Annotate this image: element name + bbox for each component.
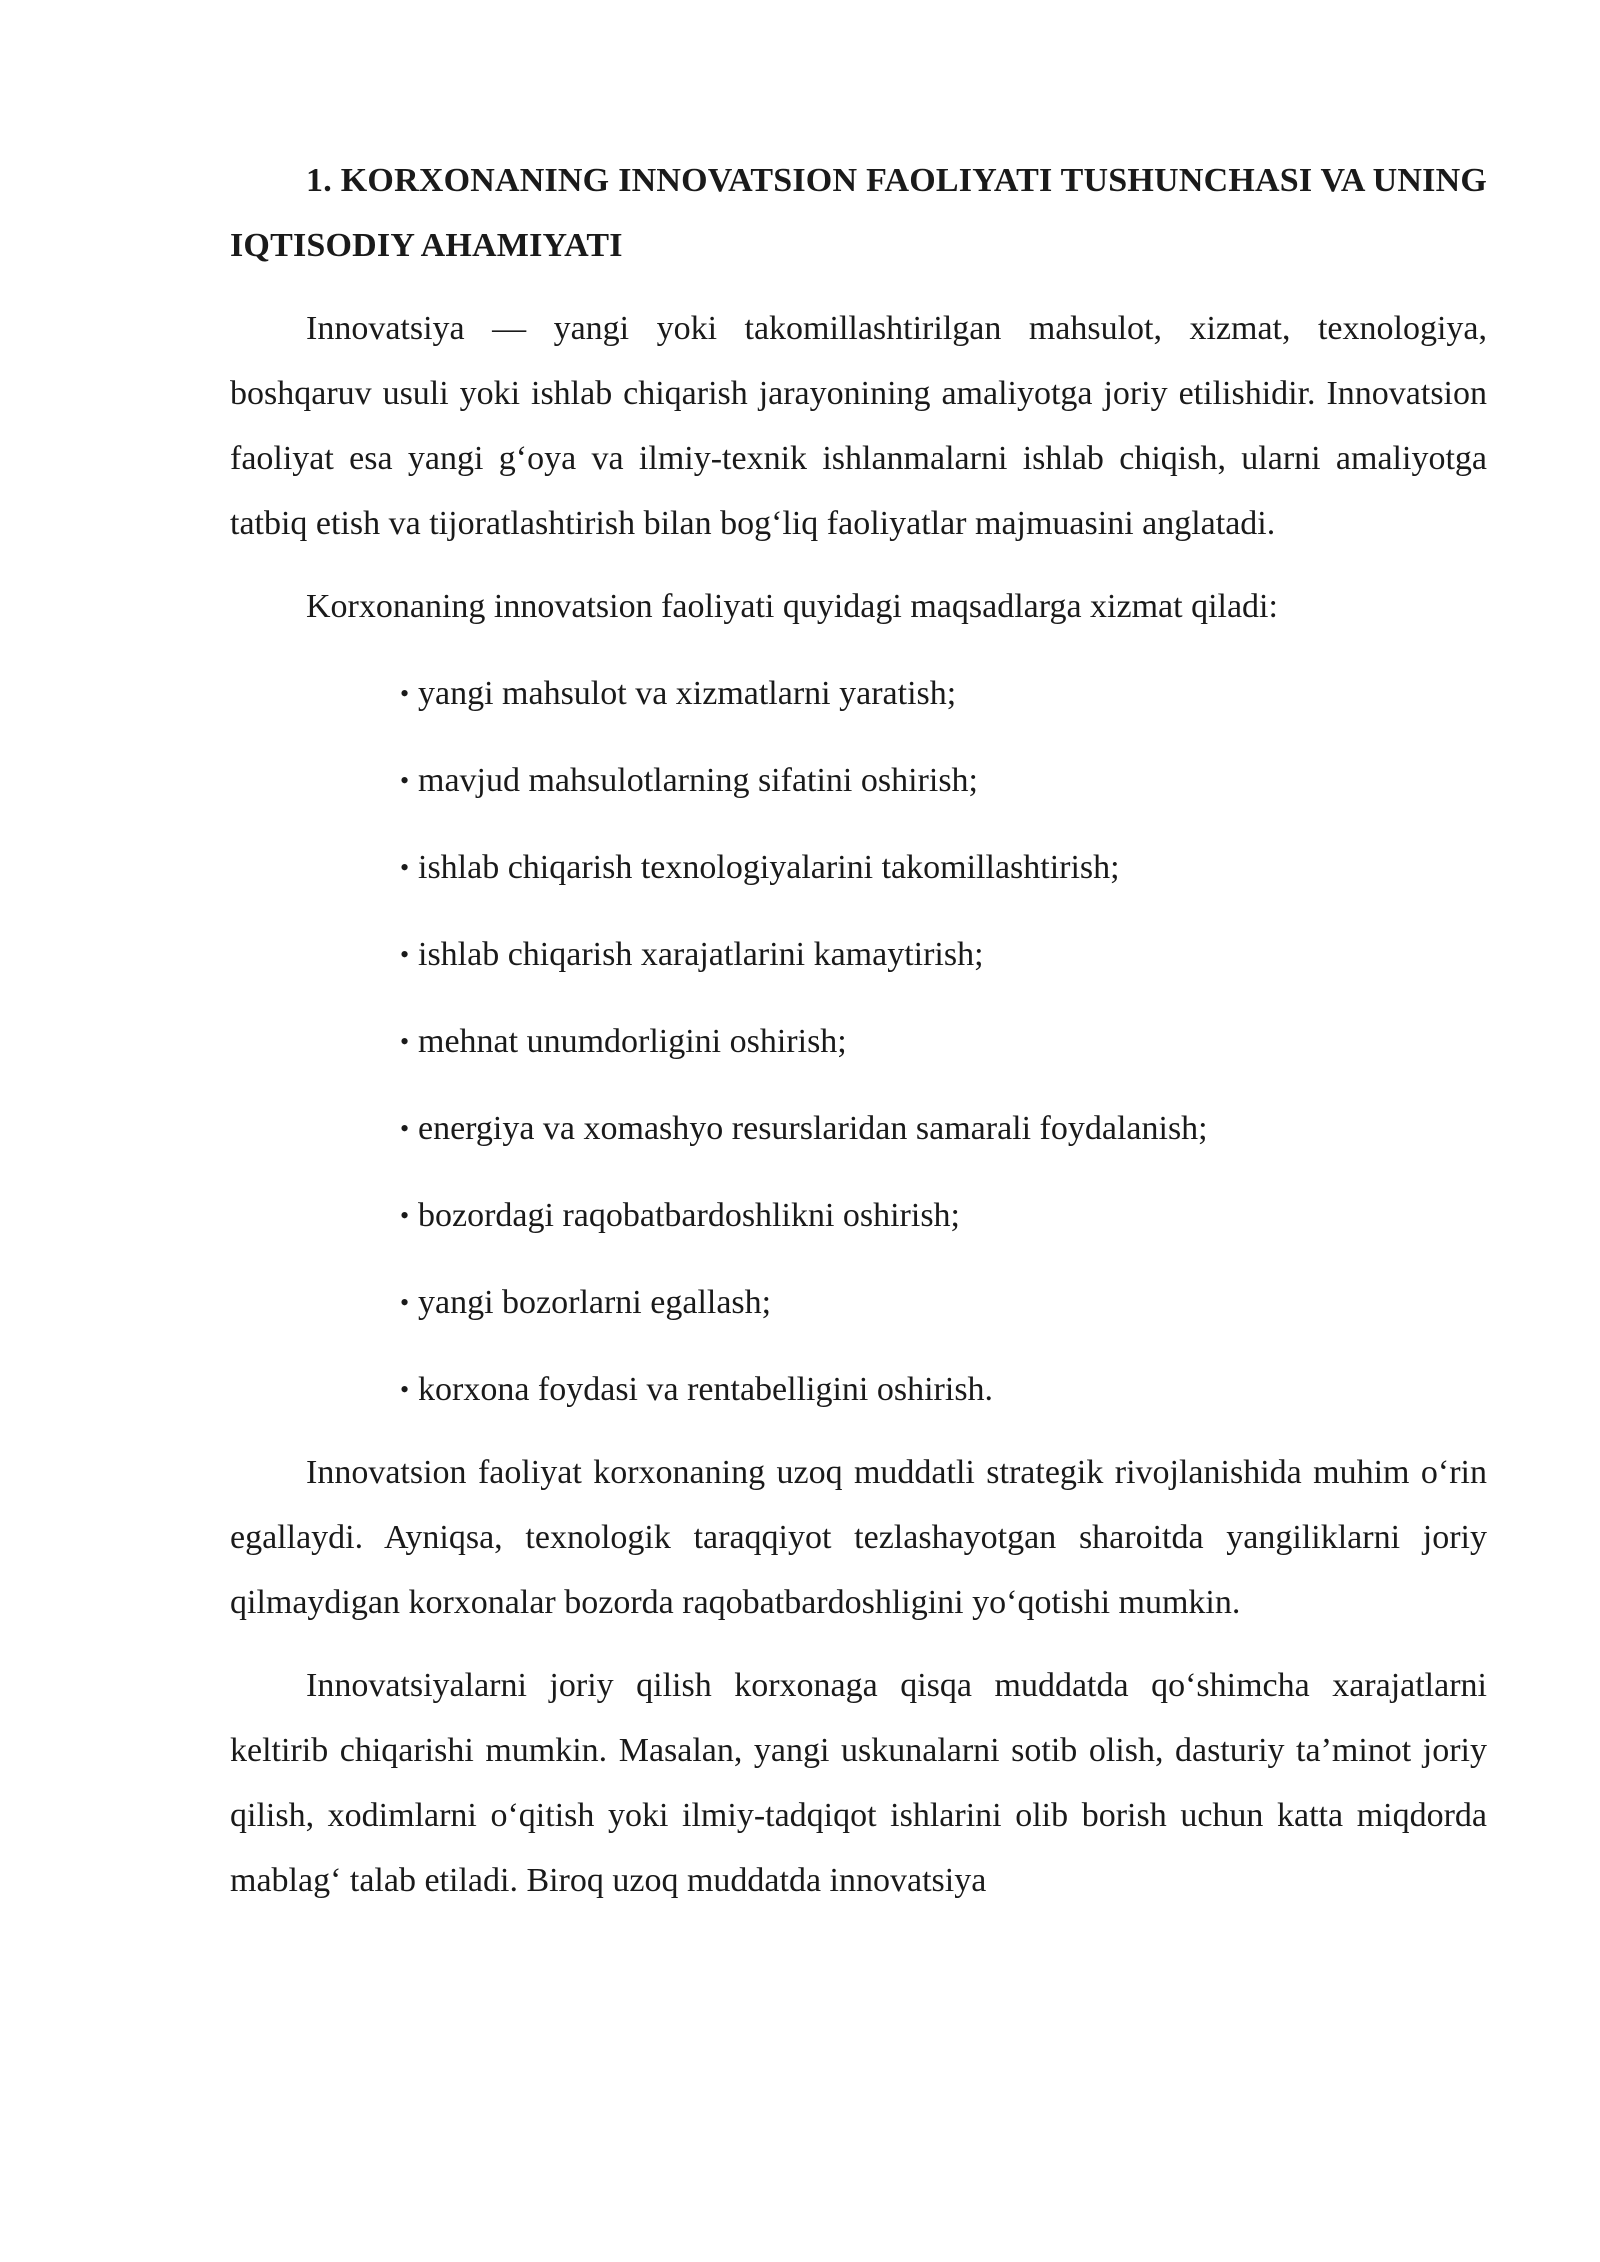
- list-item-text: yangi bozorlarni egallash;: [418, 1284, 772, 1321]
- bullet-icon: •: [400, 1114, 410, 1143]
- list-item: [230, 922, 1487, 987]
- paragraph-definition: Innovatsiya — yangi yoki takomillashtirilgan mahsulot, xizmat, texnologiya, boshqaruv usuli yoki ishlab chiqarish jarayonining amaliyotga joriy etilishidir. Innovatsion faoliyat esa yangi g‘oya va ilmiy-texnik ishlanmalarni ishlab chiqish, ularni amaliyotga tatbiq etish va tijoratlashtirish bilan bog‘liq faoliyatlar majmuasini anglatadi.: [230, 310, 1487, 542]
- list-item: [230, 1009, 1487, 1074]
- document-body: [230, 148, 1487, 1931]
- list-item: [230, 835, 1487, 900]
- list-item-text: yangi mahsulot va xizmatlarni yaratish;: [418, 675, 957, 712]
- bullet-icon: •: [400, 940, 410, 969]
- paragraph-costs: Innovatsiyalarni joriy qilish korxonaga qisqa muddatda qo‘shimcha xarajatlarni keltirib chiqarishi mumkin. Masalan, yangi uskunalarni sotib olish, dasturiy ta’minot joriy qilish, xodimlarni o‘qitish yoki ilmiy-tadqiqot ishlarini olib borish uchun katta miqdorda mablag‘ talab etiladi. Biroq uzoq muddatda innovatsiya: [230, 1667, 1487, 1899]
- bullet-icon: •: [400, 853, 410, 882]
- list-item: [230, 1183, 1487, 1248]
- list-item: [230, 1270, 1487, 1335]
- paragraph-strategic-role: Innovatsion faoliyat korxonaning uzoq muddatli strategik rivojlanishida muhim o‘rin egallaydi. Ayniqsa, texnologik taraqqiyot tezlashayotgan sharoitda yangiliklarni joriy qilmaydigan korxonalar bozorda raqobatbardoshligini yo‘qotishi mumkin.: [230, 1454, 1487, 1621]
- bullet-icon: •: [400, 766, 410, 795]
- list-item: [230, 661, 1487, 726]
- list-item-text: ishlab chiqarish texnologiyalarini takomillashtirish;: [418, 849, 1120, 886]
- list-item-text: ishlab chiqarish xarajatlarini kamaytirish;: [418, 936, 984, 973]
- paragraph-goals-intro: Korxonaning innovatsion faoliyati quyidagi maqsadlarga xizmat qiladi:: [306, 588, 1278, 625]
- list-item-text: energiya va xomashyo resurslaridan samarali foydalanish;: [418, 1110, 1208, 1147]
- bullet-icon: •: [400, 1288, 410, 1317]
- list-item: [230, 1357, 1487, 1422]
- section-heading: 1. KORXONANING INNOVATSION FAOLIYATI TUSHUNCHASI VA UNING IQTISODIY AHAMIYATI: [230, 162, 1487, 264]
- goals-list: [230, 661, 1487, 1422]
- list-item: [230, 748, 1487, 813]
- list-item-text: mehnat unumdorligini oshirish;: [418, 1023, 847, 1060]
- bullet-icon: •: [400, 679, 410, 708]
- list-item-text: bozordagi raqobatbardoshlikni oshirish;: [418, 1197, 961, 1234]
- bullet-icon: •: [400, 1201, 410, 1230]
- bullet-icon: •: [400, 1375, 410, 1404]
- list-item: [230, 1096, 1487, 1161]
- bullet-icon: •: [400, 1027, 410, 1056]
- list-item-text: mavjud mahsulotlarning sifatini oshirish;: [418, 762, 979, 799]
- list-item-text: korxona foydasi va rentabelligini oshirish.: [418, 1371, 994, 1408]
